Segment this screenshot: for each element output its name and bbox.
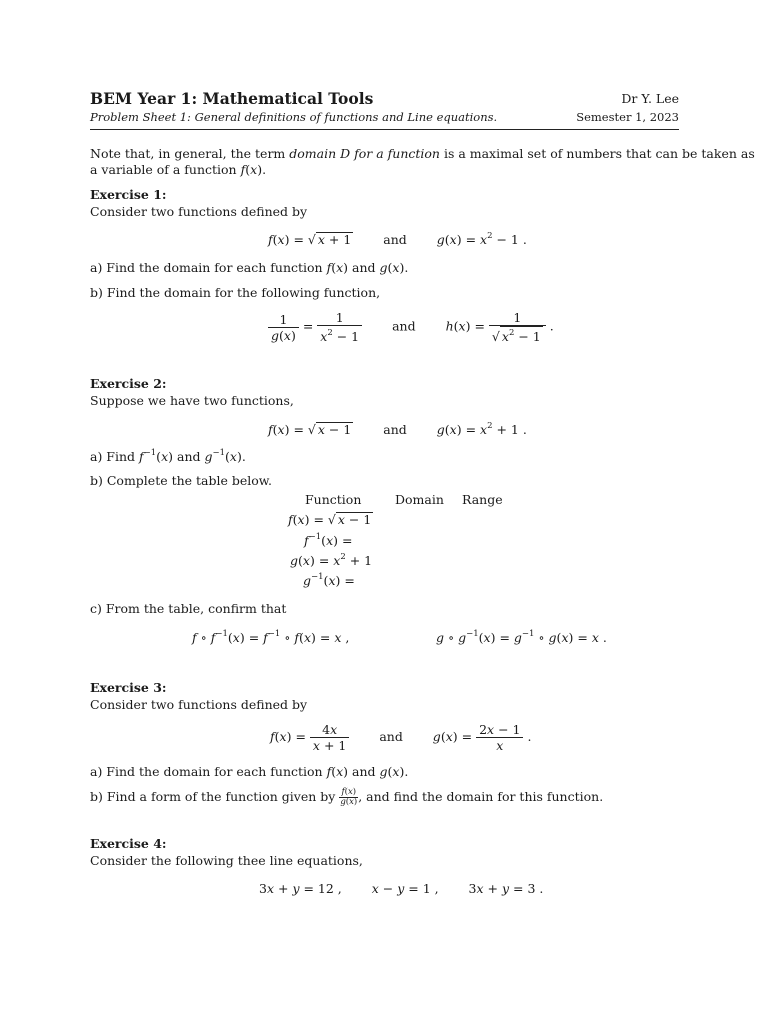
intro-emphasis: domain D for a function (289, 146, 440, 161)
exercise1-a-mid: and (348, 260, 380, 275)
exercise3-text: Consider two functions defined by (90, 697, 308, 712)
author: Dr Y. Lee (621, 91, 679, 106)
exercise1-equation: f(x) = √ x + 1 and $g(x) = x^2 - 1$ . (268, 231, 527, 247)
exercise3-heading: Exercise 3: (90, 680, 167, 695)
intro-suffix: is a maximal set of numbers that can be taken as (439, 146, 755, 161)
exercise2-identity-g: g ∘ $g^{-1}(x) = g^{-1}$ ∘ g(x) = x . (436, 629, 607, 645)
header-rule (90, 129, 679, 130)
exercise2-identity-f: f ∘ $f^{-1}(x) = f^{-1}$ ∘ f(x) = x , (192, 629, 350, 645)
exercise1-heading: Exercise 1: (90, 187, 167, 202)
semester: Semester 1, 2023 (576, 110, 679, 124)
document-title: BEM Year 1: Mathematical Tools (90, 89, 374, 108)
exercise1-and-b: and (392, 318, 416, 334)
exercise1-part-b: b) Find the domain for the following function, (90, 285, 381, 300)
exercise3-part-a: a) Find the domain for each function f(x) and g(x). (90, 764, 409, 779)
exercise3-a-mid: and (348, 764, 380, 779)
exercise1-and: and (383, 232, 407, 247)
exercise2-part-c: c) From the table, confirm that (90, 601, 287, 616)
intro-line2-text: a variable of a function (90, 162, 241, 177)
table-row-g: $g(x) = x^2 + 1$ (290, 552, 373, 568)
document-subtitle: Problem Sheet 1: General definitions of functions and Line equations. (90, 110, 498, 124)
table-row-f-inverse: $f^{-1}(x)$ = (304, 532, 353, 548)
table-header-domain: Domain (395, 492, 444, 507)
exercise2-part-b: b) Complete the table below. (90, 473, 272, 488)
exercise4-equations: 3x + y = 12 , x − y = 1 , 3x + y = 3 . (259, 881, 544, 896)
table-row-f: f(x) = √ x − 1 (288, 512, 372, 527)
exercise4-heading: Exercise 4: (90, 836, 167, 851)
table-row-g-inverse: $g^{-1}(x)$ = (303, 572, 355, 588)
exercise3-equation: f(x) = $\frac{4x}{x + 1}$ and g(x) = $\frac{2x - 1}{x}$ . (270, 722, 532, 753)
intro-line-2: a variable of a function f(x). (90, 162, 267, 177)
intro-line-1 (90, 146, 755, 161)
exercise3-b-prefix: b) Find a form of the function given by (90, 789, 340, 804)
exercise1-text: Consider two functions defined by (90, 204, 308, 219)
exercise3-and: and (379, 729, 403, 744)
exercise2-text: Suppose we have two functions, (90, 393, 294, 408)
intro-prefix: Note that, in general, the term (90, 146, 290, 161)
table-header-function: Function (305, 492, 362, 507)
exercise3-part-b: b) Find a form of the function given by $\frac{f(x)}{g(x)}$ , and find the domain for this function. (90, 787, 604, 807)
exercise4-text: Consider the following thee line equations, (90, 853, 363, 868)
math-fx: f (240, 162, 246, 177)
exercise1-part-a: a) Find the domain for each function f(x) and g(x). (90, 260, 409, 275)
exercise2-a-prefix: a) Find (90, 449, 139, 464)
table-header-range: Range (462, 492, 503, 507)
exercise2-heading: Exercise 2: (90, 376, 167, 391)
exercise3-a-prefix: a) Find the domain for each function (90, 764, 327, 779)
exercise2-and: and (383, 422, 407, 437)
exercise2-equation: f(x) = √ x − 1 and $g(x) = x^2 + 1$ . (268, 421, 527, 437)
exercise3-b-suffix: , and find the domain for this function. (358, 789, 604, 804)
exercise1-a-prefix: a) Find the domain for each function (90, 260, 327, 275)
exercise2-part-a: a) Find $f^{-1}(x)$ and $g^{-1}(x)$. (90, 448, 246, 464)
exercise2-a-mid: and (173, 449, 205, 464)
exercise1-equation-b: $\frac{1}{g(x)}$ = $\frac{1}{x^2 - 1}$ and h(x) = $\frac{1}{√ x^2 - 1}$ . (268, 310, 554, 344)
